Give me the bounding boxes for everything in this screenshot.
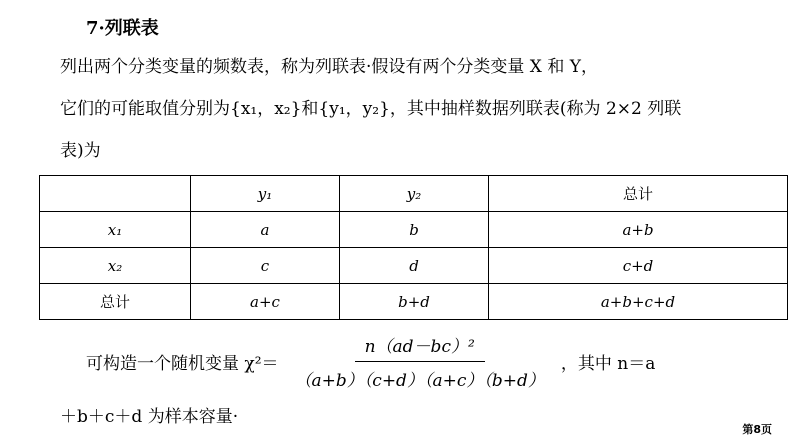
table-header-row [40, 176, 788, 212]
chi-square-fraction [285, 332, 555, 391]
table-cell: a+b [489, 212, 788, 248]
table-cell: a+b+c+d [489, 284, 788, 320]
table-row [40, 248, 788, 284]
fraction-numerator: n（ad－bc）² [355, 332, 485, 362]
table-row [40, 284, 788, 320]
formula-line [86, 332, 655, 391]
table-cell: a+c [191, 284, 340, 320]
table-cell: 总计 [40, 284, 191, 320]
paragraph-line-2: 它们的可能取值分别为{x₁，x₂}和{y₁，y₂}，其中抽样数据列联表(称为 2×2 列联 [60, 99, 682, 119]
table-header-cell: 总计 [489, 176, 788, 212]
paragraph-line-3: 表)为 [60, 141, 101, 161]
table-cell: x₂ [40, 248, 191, 284]
paragraph-line-1: 列出两个分类变量的频数表，称为列联表·假设有两个分类变量 X 和 Y， [60, 57, 598, 77]
table-cell: a [191, 212, 340, 248]
section-title: 7·列联表 [86, 18, 159, 39]
formula-prefix: 可构造一个随机变量 χ²＝ [86, 354, 279, 374]
table-cell: b [340, 212, 489, 248]
table-cell: b+d [340, 284, 489, 320]
page-number: 第8页 [742, 423, 772, 436]
table-header-cell: y₂ [340, 176, 489, 212]
table-cell: c [191, 248, 340, 284]
fraction-denominator: （a+b）（c+d）（a+c）（b+d） [294, 371, 545, 391]
formula-continuation: ＋b＋c＋d 为样本容量· [60, 407, 239, 427]
table-header-cell: y₁ [191, 176, 340, 212]
table-cell: d [340, 248, 489, 284]
table-cell: c+d [489, 248, 788, 284]
contingency-table [39, 175, 788, 320]
table-cell: x₁ [40, 212, 191, 248]
table-header-cell [40, 176, 191, 212]
formula-suffix: ，其中 n＝a [560, 354, 656, 374]
table-row [40, 212, 788, 248]
